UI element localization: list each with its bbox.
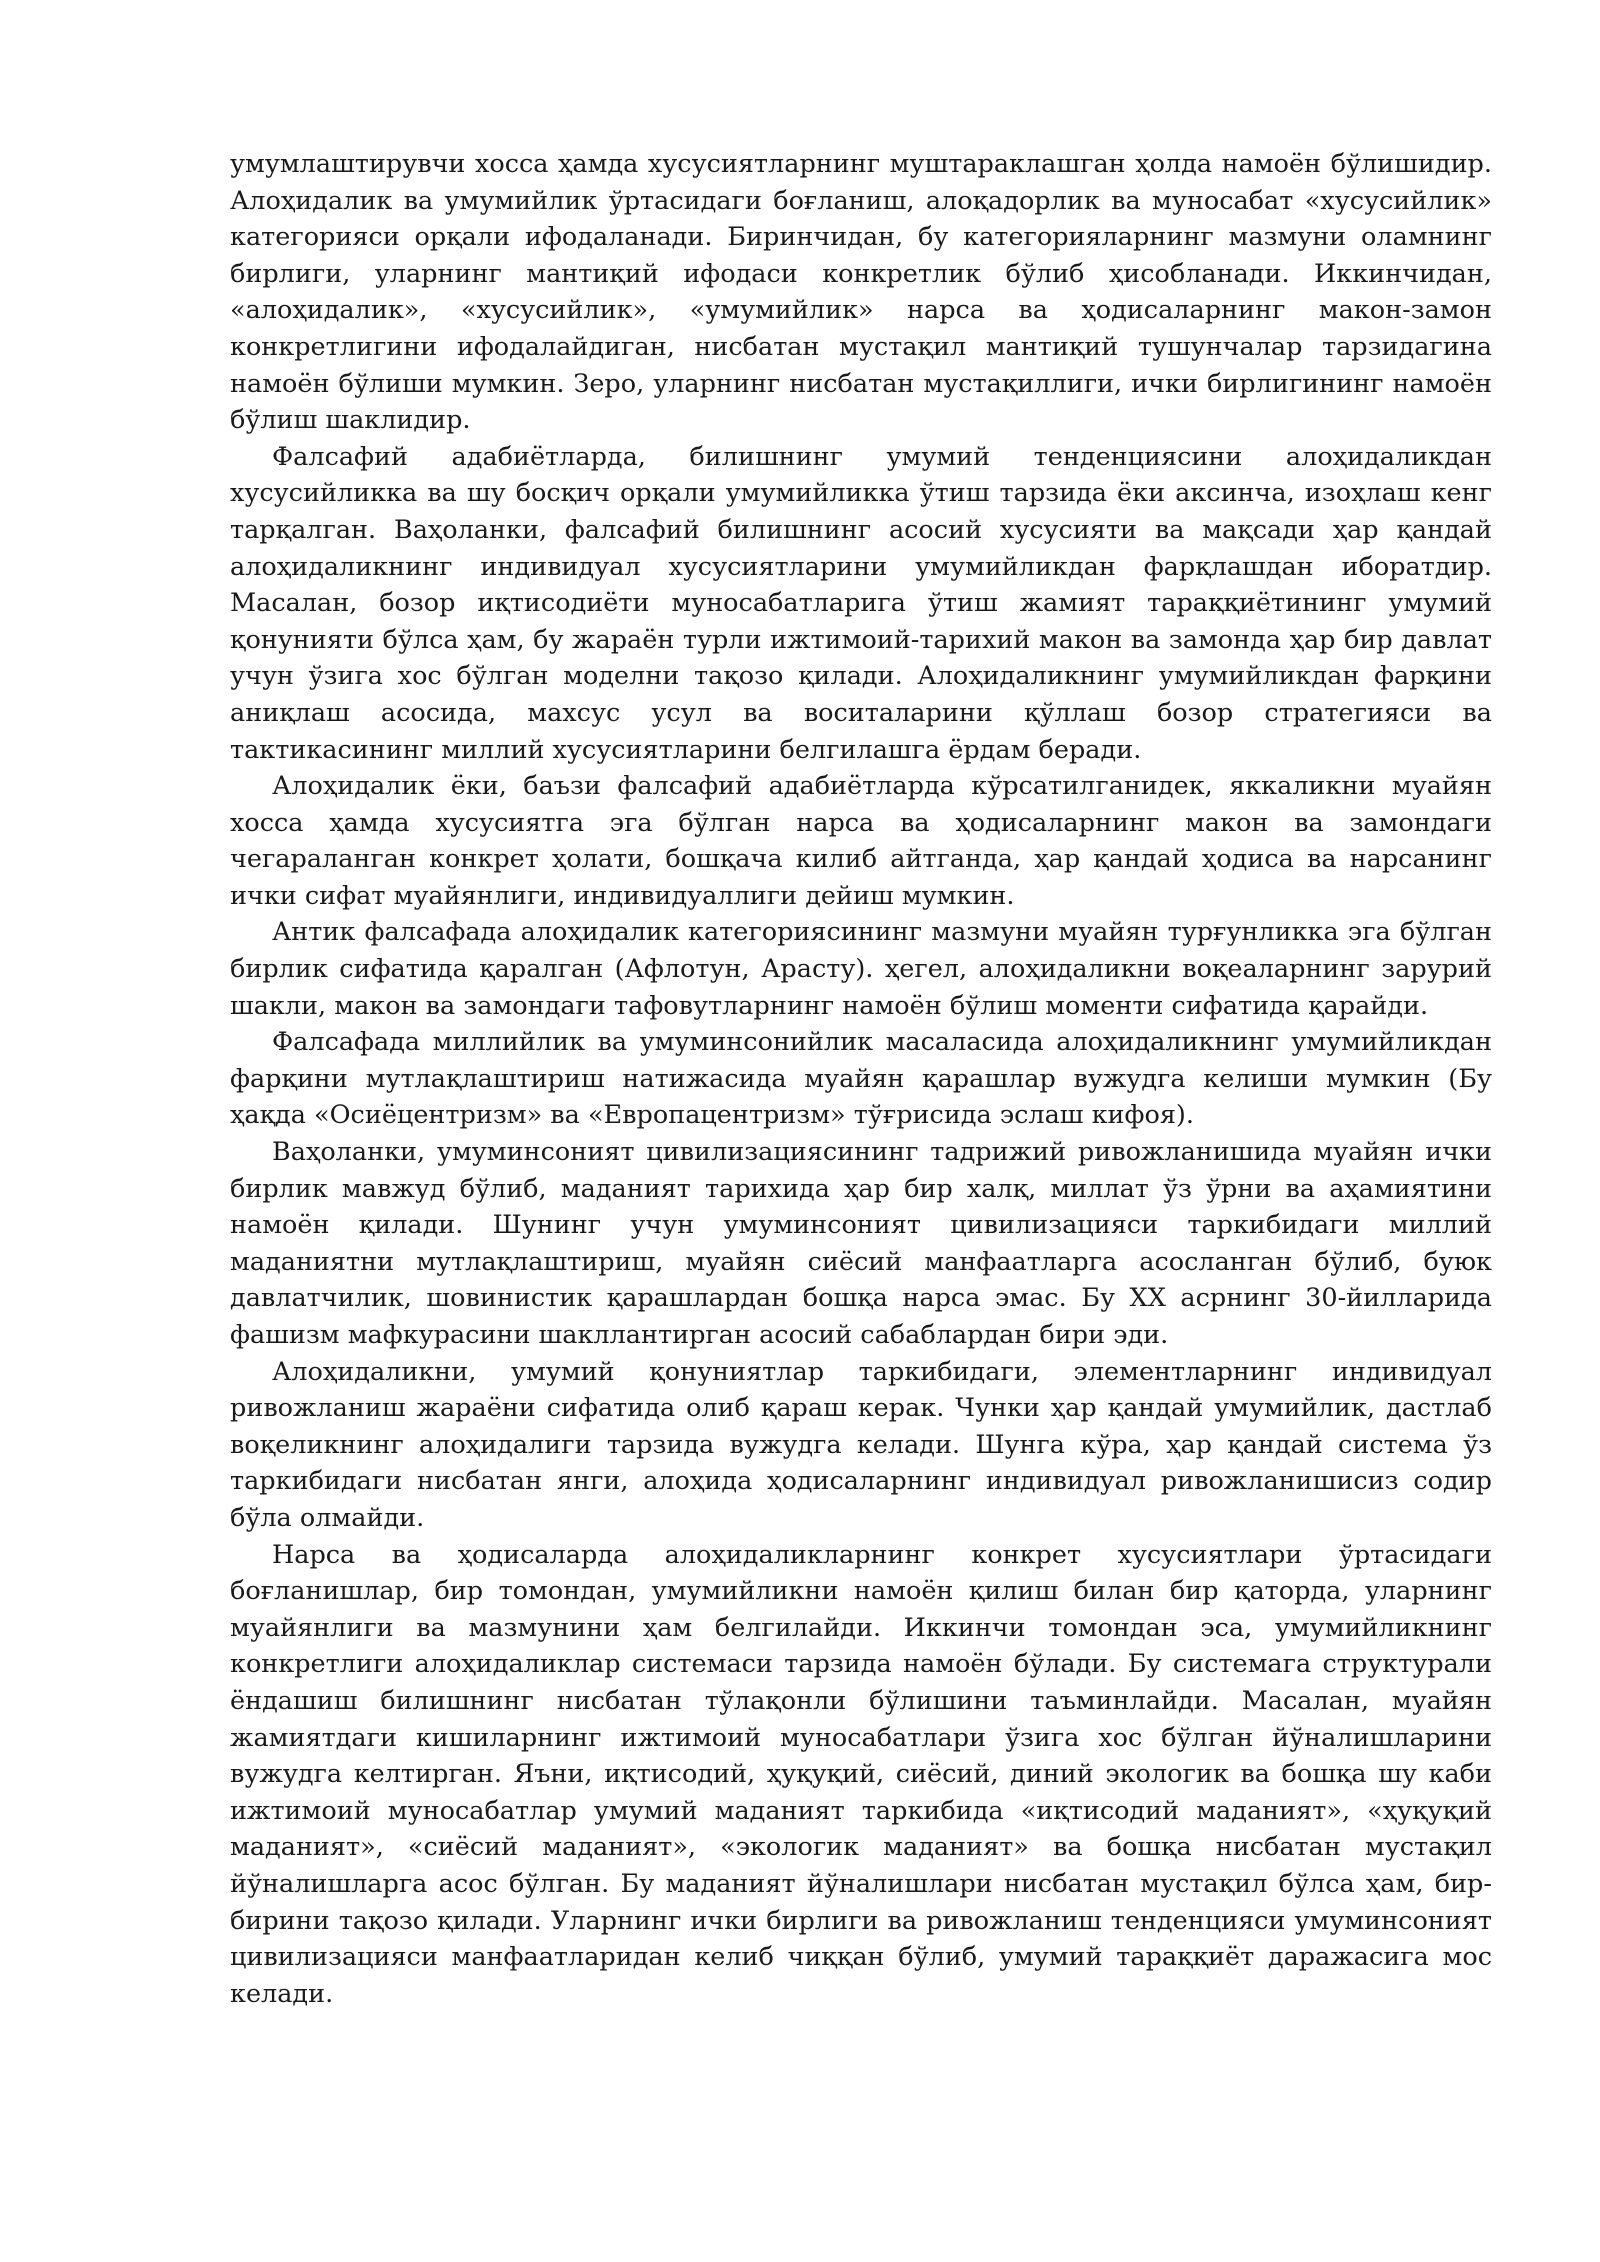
paragraph-ancient-philosophy: Антик фалсафада алоҳидалик категориясининг мазмуни муайян турғунликка эга бўлган бирлик сифатида қаралган (Афлотун, Арасту). ҳегел, алоҳидаликни воқеаларнинг зарурий шакли, макон ва замондаги тафовутларнинг намоён бўлиш моменти сифатида қарайди. — [230, 917, 1492, 1021]
paragraph-civilization-development: Ваҳоланки, умуминсоният цивилизациясининг тадрижий ривожланишида муайян ички бирлик мавжуд бўлиб, маданият тарихида ҳар бир халқ, миллат ўз ўрни ва аҳамиятини намоён қилади. Шунинг учун умуминсоният цивилизацияси таркибидаги миллий маданиятни мутлақлаштириш, муайян сиёсий манфаатларга асосланган бўлиб, буюк давлатчилик, шовинистик қарашлардан бошқа нарса эмас. Бу XX асрнинг 30-йилларида фашизм мафкурасини шакллантирган асосий сабаблардан бири эди. — [230, 1137, 1492, 1350]
paragraph-continuation: умумлаштирувчи хосса ҳамда хусусиятларнинг муштараклашган ҳолда намоён бўлишидир. Алоҳидалик ва умумийлик ўртасидаги боғланиш, алоқадорлик ва муносабат «хусусийлик» категорияси орқали ифодаланади. Биринчидан, бу категорияларнинг мазмуни оламнинг бирлиги, уларнинг мантиқий ифодаси конкретлик бўлиб ҳисобланади. Иккинчидан, «алоҳидалик», «хусусийлик», «умумийлик» нарса ва ҳодисаларнинг макон-замон конкретлигини ифодалайдиган, нисбатан мустақил мантиқий тушунчалар тарзидагина намоён бўлиши мумкин. Зеро, уларнинг нисбатан мустақиллиги, ички бирлигининг намоён бўлиш шаклидир. — [230, 149, 1492, 436]
paragraph-philosophical-literature: Фалсафий адабиётларда, билишнинг умумий тенденциясини алоҳидаликдан хусусийликка ва шу босқич орқали умумийликка ўтиш тарзида ёки аксинча, изоҳлаш кенг тарқалган. Ваҳоланки, фалсафий билишнинг асосий хусусияти ва мақсади ҳар қандай алоҳидаликнинг индивидуал хусусиятларини умумийликдан фарқлашдан иборатдир. Масалан, бозор иқтисодиёти муносабатларига ўтиш жамият тараққиётининг умумий қонунияти бўлса ҳам, бу жараён турли ижтимоий-тарихий макон ва замонда ҳар бир давлат учун ўзига хос бўлган моделни тақозо қилади. Алоҳидаликнинг умумийликдан фарқини аниқлаш асосида, махсус усул ва воситаларини қўллаш бозор стратегияси ва тактикасининг миллий хусусиятларини белгилашга ёрдам беради. — [230, 441, 1492, 765]
paragraph-general-laws: Алоҳидаликни, умумий қонуниятлар таркибидаги, элементларнинг индивидуал ривожланиш жараёни сифатида олиб қараш керак. Чунки ҳар қандай умумийлик, дастлаб воқеликнинг алоҳидалиги тарзида вужудга келади. Шунга кўра, ҳар қандай система ўз таркибидаги нисбатан янги, алоҳида ҳодисаларнинг индивидуал ривожланишисиз содир бўла олмайди. — [230, 1356, 1492, 1533]
paragraph-singularity-definition: Алоҳидалик ёки, баъзи фалсафий адабиётларда кўрсатилганидек, яккаликни муайян хосса ҳамда хусусиятга эга бўлган нарса ва ҳодисаларнинг макон ва замондаги чегараланган конкрет ҳолати, бошқача килиб айтганда, ҳар қандай ҳодиса ва нарсанинг ички сифат муайянлиги, индивидуаллиги дейиш мумкин. — [230, 771, 1492, 911]
paragraph-nationality-universality: Фалсафада миллийлик ва умуминсонийлик масаласида алоҳидаликнинг умумийликдан фарқини мутлақлаштириш натижасида муайян қарашлар вужудга келиши мумкин (Бу ҳақда «Осиёцентризм» ва «Европацентризм» тўғрисида эслаш кифоя). — [230, 1027, 1492, 1131]
paragraph-things-and-phenomena: Нарса ва ҳодисаларда алоҳидаликларнинг конкрет хусусиятлари ўртасидаги боғланишлар, бир томондан, умумийликни намоён қилиш билан бир қаторда, уларнинг муайянлиги ва мазмунини ҳам белгилайди. Иккинчи томондан эса, умумийликнинг конкретлиги алоҳидаликлар системаси тарзида намоён бўлади. Бу системага структурали ёндашиш билишнинг нисбатан тўлақонли бўлишини таъминлайди. Масалан, муайян жамиятдаги кишиларнинг ижтимоий муносабатлари ўзига хос бўлган йўналишларини вужудга келтирган. Яъни, иқтисодий, ҳуқуқий, сиёсий, диний экологик ва бошқа шу каби ижтимоий муносабатлар умумий маданият таркибида «иқтисодий маданият», «ҳуқуқий маданият», «сиёсий маданият», «экологик маданият» ва бошқа нисбатан мустақил йўналишларга асос бўлган. Бу маданият йўналишлари нисбатан мустақил бўлса ҳам, бир-бирини тақозо қилади. Уларнинг ички бирлиги ва ривожланиш тенденцияси умуминсоният цивилизацияси манфаатларидан келиб чиққан бўлиб, умумий тараққиёт даражасига мос келади. — [230, 1539, 1492, 2009]
document-page — [230, 146, 1492, 2012]
